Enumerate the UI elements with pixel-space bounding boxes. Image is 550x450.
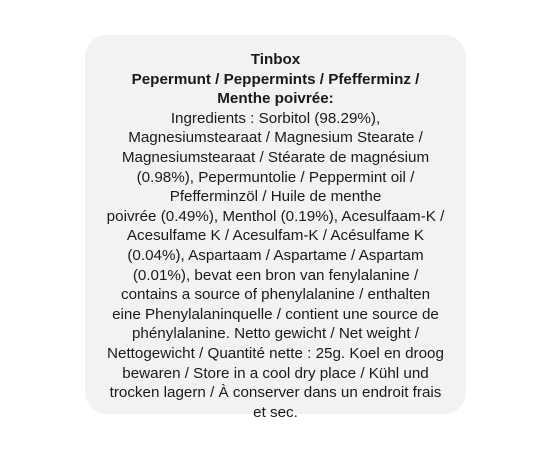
product-name-line-2: Menthe poivrée: [217, 90, 334, 108]
ingredients-line: (0.01%), bevat een bron van fenylalanine / [132, 266, 419, 284]
ingredients-line: (0.04%), Aspartaam / Aspartame / Aspartam [127, 246, 424, 264]
ingredients-line: (0.98%), Pepermuntolie / Peppermint oil / [136, 168, 415, 186]
ingredients-line: contains a source of phenylalanine / enthalten [120, 286, 431, 304]
ingredients-line: bewaren / Store in a cool dry place / Kühl und [122, 364, 429, 382]
ingredient-label-card [85, 35, 466, 421]
ingredients-text [91, 109, 460, 423]
ingredients-line: Nettogewicht / Quantité nette : 25g. Koel en droog [107, 344, 444, 362]
ingredients-line: et sec. [253, 403, 298, 421]
ingredients-line: Ingredients : Sorbitol (98.29%), [170, 109, 381, 127]
ingredients-line: eine Phenylalaninquelle / contient une source de [112, 305, 439, 323]
ingredients-line: Magnesiumstearaat / Magnesium Stearate / [128, 129, 423, 147]
ingredients-line: Pfefferminzöl / Huile de menthe [169, 188, 382, 206]
ingredients-line: trocken lagern / À conserver dans un endroit frais [109, 384, 442, 402]
ingredients-line: Magnesiumstearaat / Stéarate de magnésium [121, 148, 430, 166]
product-name-line-1: Pepermunt / Peppermints / Pfefferminz / [131, 70, 420, 88]
ingredients-line: Acesulfame K / Acesulfam-K / Acésulfame K [126, 227, 425, 245]
brand-title: Tinbox [250, 51, 301, 68]
ingredients-line: phénylalanine. Netto gewicht / Net weight / [131, 325, 420, 343]
ingredients-line: poivrée (0.49%), Menthol (0.19%), Acesulfaam-K / [106, 207, 445, 225]
